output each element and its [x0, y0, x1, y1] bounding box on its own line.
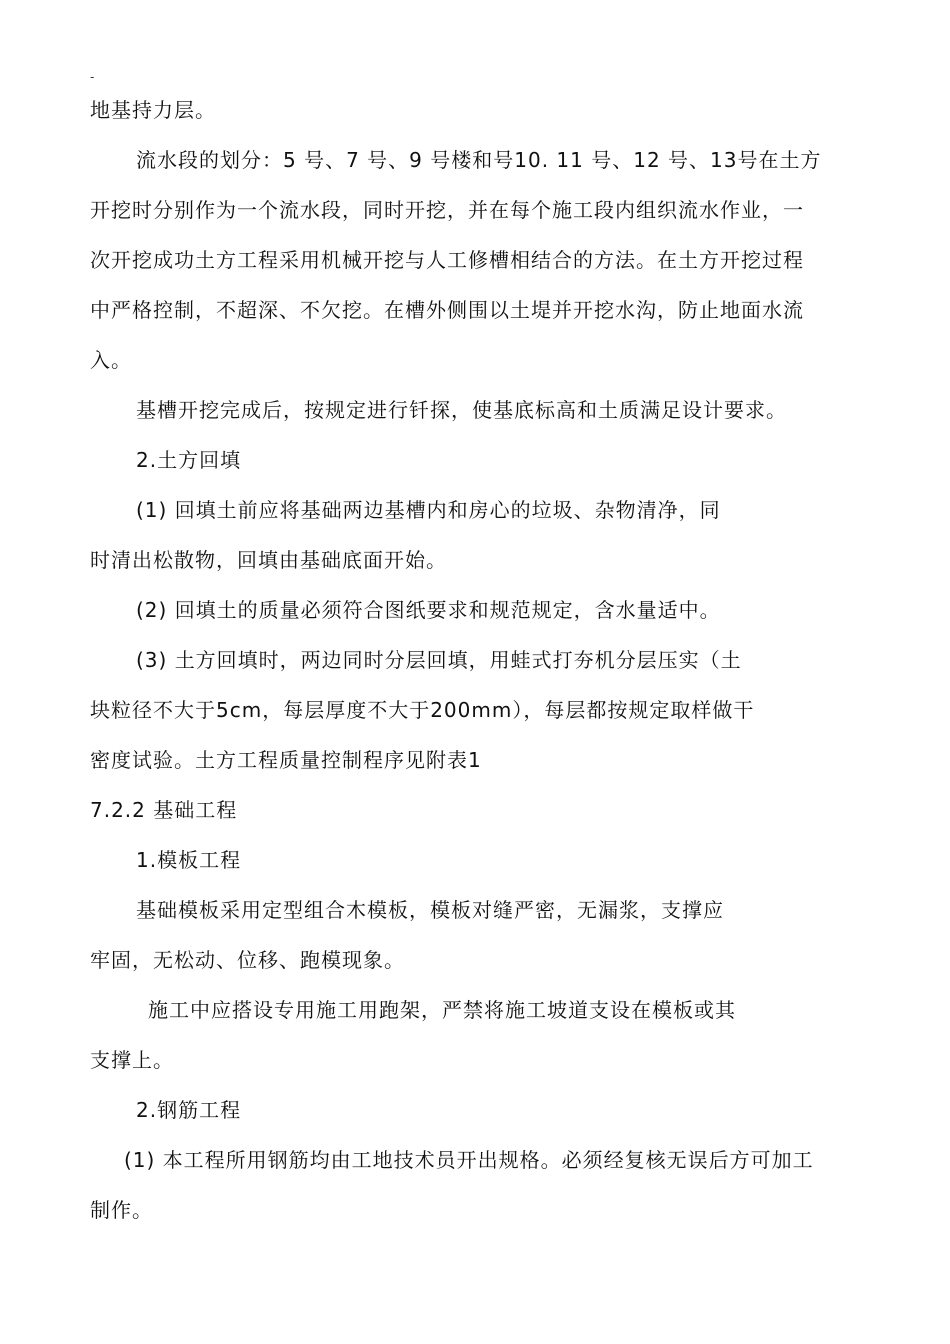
text-line: 施工中应搭设专用施工用跑架，严禁将施工坡道支设在模板或其	[148, 998, 736, 1022]
text-line: 入。	[90, 348, 132, 372]
section-heading: 2.土方回填	[136, 448, 242, 472]
text-line: (1) 回填土前应将基础两边基槽内和房心的垃圾、杂物清净，同	[136, 498, 721, 522]
text-line: (1) 本工程所用钢筋均由工地技术员开出规格。必须经复核无误后方可加工	[124, 1148, 814, 1172]
text-line: (2) 回填土的质量必须符合图纸要求和规范规定，含水量适中。	[136, 598, 721, 622]
text-line: 基槽开挖完成后，按规定进行钎探，使基底标高和土质满足设计要求。	[136, 398, 787, 422]
section-heading: 7.2.2 基础工程	[90, 798, 238, 822]
section-heading: 1.模板工程	[136, 848, 242, 872]
text-line: 开挖时分别作为一个流水段，同时开挖，并在每个施工段内组织流水作业，一	[90, 198, 804, 222]
text-line: 次开挖成功土方工程采用机械开挖与人工修槽相结合的方法。在土方开挖过程	[90, 248, 804, 272]
text-line: 时清出松散物，回填由基础底面开始。	[90, 548, 447, 572]
text-line: 基础模板采用定型组合木模板，模板对缝严密，无漏浆，支撑应	[136, 898, 724, 922]
header-mark: -	[90, 70, 95, 84]
text-line: 牢固，无松动、位移、跑模现象。	[90, 948, 405, 972]
text-line: 流水段的划分：5 号、7 号、9 号楼和号10. 11 号、12 号、13号在土方	[136, 148, 822, 172]
text-line: 地基持力层。	[90, 98, 216, 122]
text-line: 密度试验。土方工程质量控制程序见附表1	[90, 748, 482, 772]
text-line: 中严格控制，不超深、不欠挖。在槽外侧围以土堤并开挖水沟，防止地面水流	[90, 298, 804, 322]
text-line: (3) 土方回填时，两边同时分层回填，用蛙式打夯机分层压实（土	[136, 648, 742, 672]
text-line: 块粒径不大于5cm，每层厚度不大于200mm），每层都按规定取样做干	[90, 698, 755, 722]
section-heading: 2.钢筋工程	[136, 1098, 242, 1122]
text-line: 制作。	[90, 1198, 153, 1222]
text-line: 支撑上。	[90, 1048, 174, 1072]
